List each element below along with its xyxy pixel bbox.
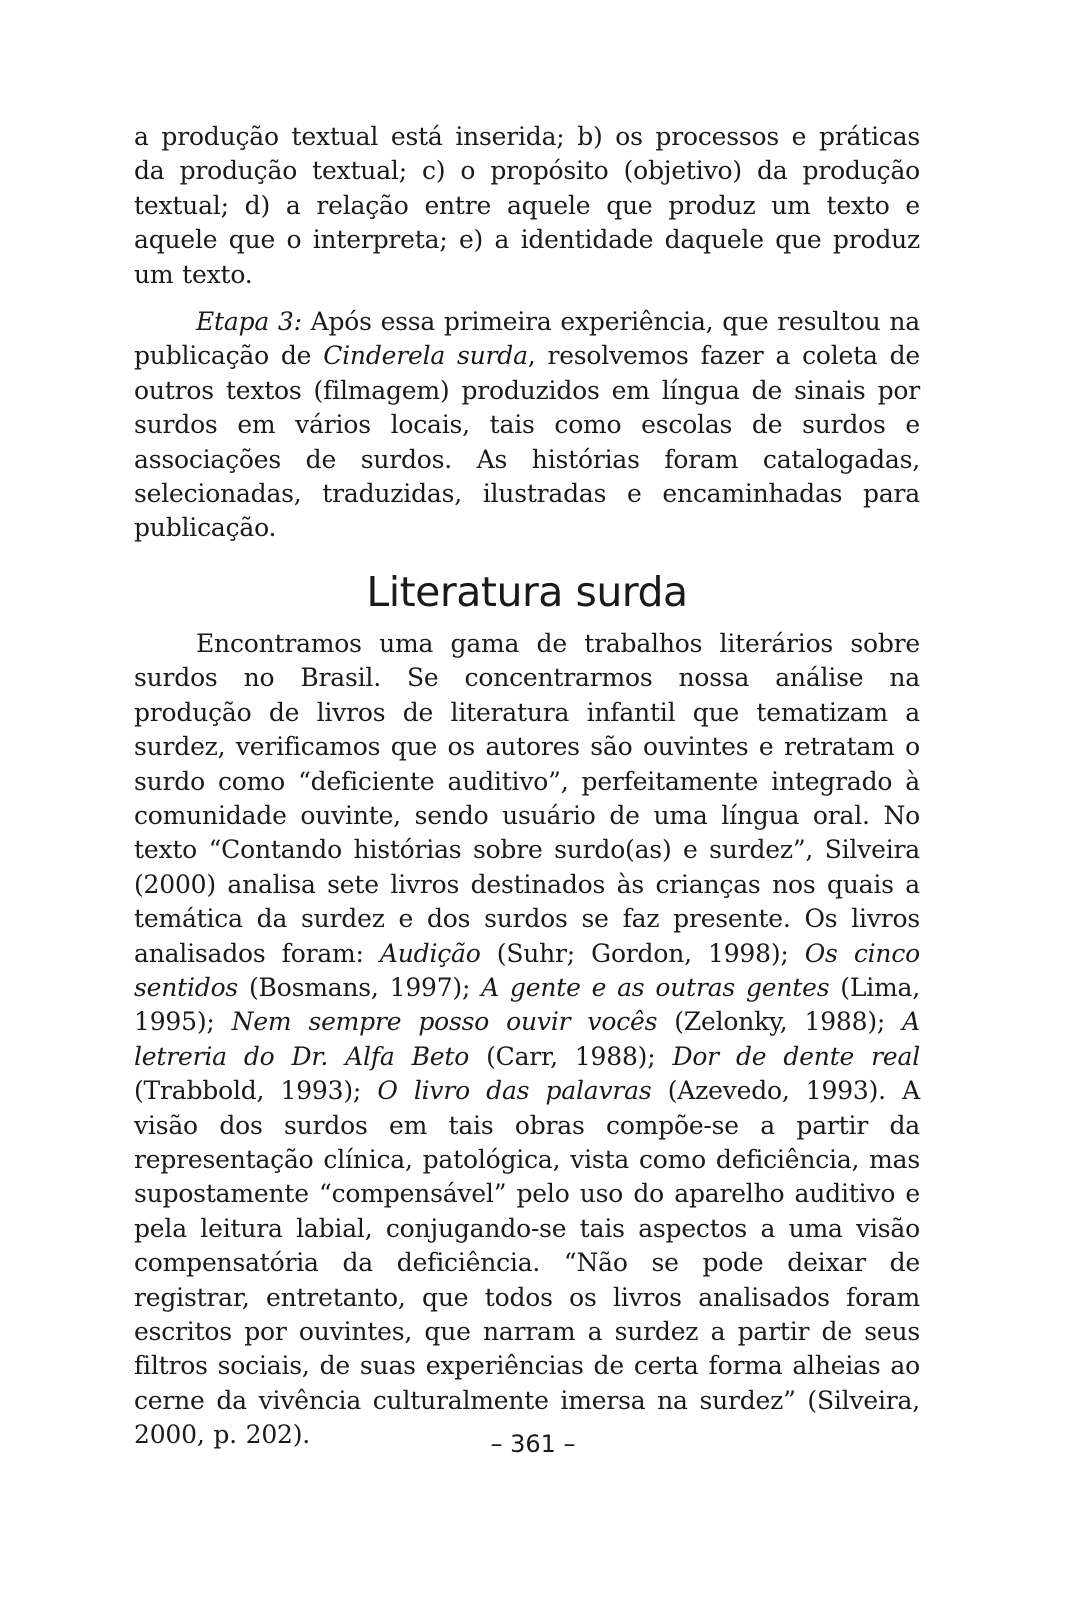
paragraph-etapa-3 xyxy=(134,305,920,546)
book-title: A gente e as outras gentes xyxy=(481,972,830,1002)
paragraph-literatura-surda xyxy=(134,627,920,1453)
paragraph-continuation: a produção textual está inserida; b) os processos e práticas da produção textual; c) o propósito (objetivo) da produção textual; d) a relação entre aquele que produz um texto e aquele que o interpreta; e) a identidade daquele que produz um texto. xyxy=(134,122,920,289)
text-run: (Trabbold, 1993); xyxy=(134,1076,378,1106)
page-body xyxy=(134,120,920,1453)
book-title: Nem sempre posso ouvir vocês xyxy=(231,1007,658,1037)
text-run: (Lima, 1995); xyxy=(134,972,920,1037)
book-title: Os cinco sentidos xyxy=(134,938,920,1002)
page-number: – 361 – xyxy=(490,1430,576,1458)
etapa-label: Etapa 3: xyxy=(196,307,302,337)
text-run: (Carr, 1988); xyxy=(469,1041,673,1071)
text-run: Encontramos uma gama de trabalhos literários sobre surdos no Brasil. Se concentrarmos nossa análise na produção de livros de literatura infantil que tematizam a surdez, verificamos que os autores são ouvintes e retratam o surdo como “deficiente auditivo”, perfeitamente integrado à comunidade ouvinte, sendo usuário de uma língua oral. No texto “Contando histórias sobre surdo(as) e surdez”, Silveira (2000) analisa sete livros destinados às crianças nos quais a temática da surdez e dos surdos se faz presente. Os livros analisados foram: xyxy=(134,628,920,968)
book-title: Dor de dente real xyxy=(672,1041,921,1071)
text-run: (Azevedo, 1993). A visão dos surdos em tais obras compõe-se a partir da representação clínica, patológica, vista como deficiência, mas supostamente “compensável” pelo uso do aparelho auditivo e pela leitura labial, conjugando-se tais aspectos a uma visão compensatória da deficiência. “Não se pode deixar de registrar, entretanto, que todos os livros analisados foram escritos por ouvintes, que narram a surdez a partir de seus filtros sociais, de suas experiências de certa forma alheias ao cerne da vivência culturalmente imersa na surdez” (Silveira, 2000, p. 202). xyxy=(134,1076,920,1450)
section-heading: Literatura surda xyxy=(366,567,688,616)
text-run: (Bosmans, 1997); xyxy=(238,972,482,1002)
book-title: O livro das palavras xyxy=(377,1076,652,1106)
book-title: A letreria do Dr. Alfa Beto xyxy=(134,1007,920,1071)
text-run: (Zelonky, 1988); xyxy=(657,1007,903,1037)
book-title: Cinderela surda xyxy=(323,341,528,371)
text-run: Após essa primeira experiência, que resultou na publicação de xyxy=(134,307,920,371)
text-run: , resolvemos fazer a coleta de outros textos (filmagem) produzidos em língua de sinais por surdos em vários locais, tais como escolas de surdos e associações de surdos. As histórias foram catalogadas, selecionadas, traduzidas, ilustradas e encaminhadas para publicação. xyxy=(134,341,921,543)
book-title: Audição xyxy=(379,938,481,968)
text-run: (Suhr; Gordon, 1998); xyxy=(480,938,805,968)
